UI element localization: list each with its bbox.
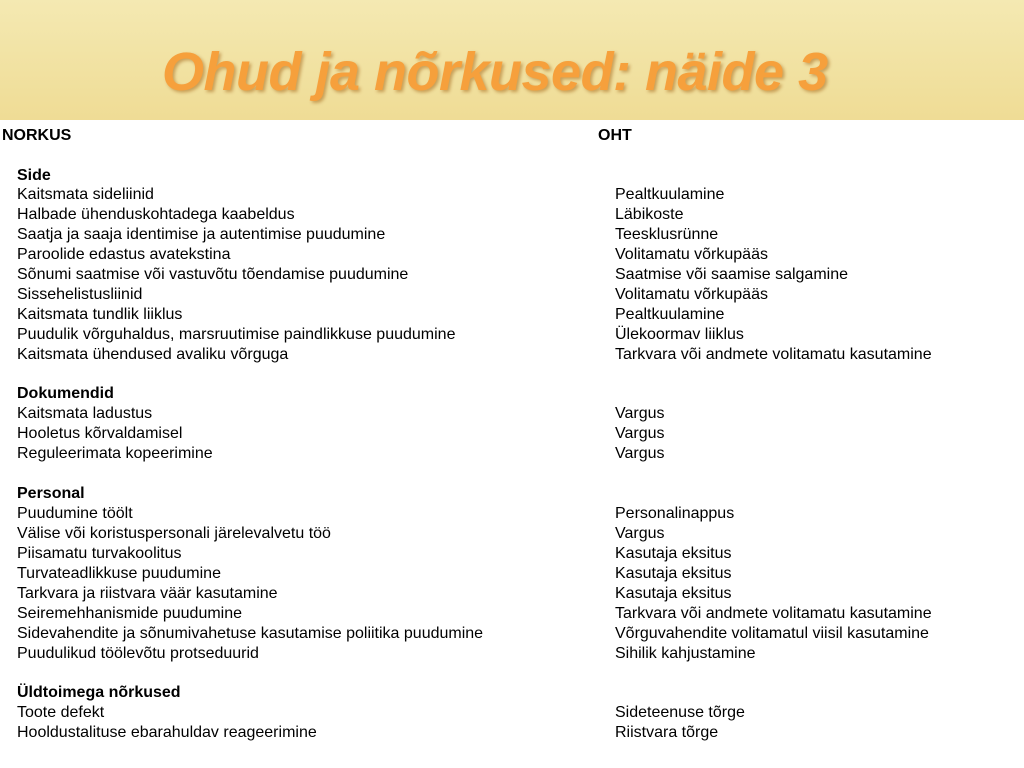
threat-cell: Volitamatu võrkupääs: [615, 246, 768, 263]
threat-cell: Võrguvahendite volitamatul viisil kasutamine: [615, 625, 929, 642]
section-title: Side: [17, 167, 51, 184]
table-row: [0, 564, 1024, 584]
weakness-cell: Paroolide edastus avatekstina: [17, 246, 231, 263]
threat-cell: Tarkvara või andmete volitamatu kasutamine: [615, 605, 932, 622]
threat-cell: Kasutaja eksitus: [615, 545, 732, 562]
section-title: Personal: [17, 485, 85, 502]
table-row: [0, 205, 1024, 225]
table-row: [0, 185, 1024, 205]
table-row: [0, 524, 1024, 544]
weakness-cell: Tarkvara ja riistvara väär kasutamine: [17, 585, 278, 602]
section-title: Üldtoimega nõrkused: [17, 684, 181, 701]
table-row: [0, 285, 1024, 305]
threat-cell: Vargus: [615, 425, 665, 442]
table-row: [0, 404, 1024, 424]
weakness-cell: Sidevahendite ja sõnumivahetuse kasutamise poliitika puudumine: [17, 625, 484, 642]
weakness-cell: Piisamatu turvakoolitus: [17, 545, 182, 562]
threat-cell: Läbikoste: [615, 206, 684, 223]
weakness-cell: Hooletus kõrvaldamisel: [17, 425, 183, 442]
weakness-cell: Kaitsmata sideliinid: [17, 186, 154, 203]
table-row: [0, 624, 1024, 644]
weakness-cell: Reguleerimata kopeerimine: [17, 445, 213, 462]
table-row: [0, 723, 1024, 743]
weakness-cell: Puudumine töölt: [17, 505, 133, 522]
table-row: [0, 544, 1024, 564]
weakness-cell: Turvateadlikkuse puudumine: [17, 565, 221, 582]
table-row: [0, 325, 1024, 345]
weakness-cell: Kaitsmata tundlik liiklus: [17, 306, 183, 323]
threat-weakness-table: [0, 120, 1024, 768]
column-header-threat: OHT: [598, 127, 632, 144]
weakness-cell: Kaitsmata ühendused avaliku võrguga: [17, 346, 289, 363]
weakness-cell: Välise või koristuspersonali järelevalvetu töö: [17, 525, 331, 542]
threat-cell: Tarkvara või andmete volitamatu kasutamine: [615, 346, 932, 363]
table-row: [0, 245, 1024, 265]
weakness-cell: Toote defekt: [17, 704, 105, 721]
weakness-cell: Hooldustalituse ebarahuldav reageerimine: [17, 724, 317, 741]
threat-cell: Pealtkuulamine: [615, 306, 725, 323]
threat-cell: Teesklusrünne: [615, 226, 719, 243]
table-row: [0, 644, 1024, 664]
weakness-cell: Puudulik võrguhaldus, marsruutimise paindlikkuse puudumine: [17, 326, 456, 343]
weakness-cell: Sissehelistusliinid: [17, 286, 143, 303]
table-row: [0, 584, 1024, 604]
weakness-cell: Sõnumi saatmise või vastuvõtu tõendamise puudumine: [17, 266, 409, 283]
column-header-weakness: NORKUS: [2, 127, 72, 144]
table-row: [0, 703, 1024, 723]
table-row: [0, 444, 1024, 464]
weakness-cell: Seiremehhanismide puudumine: [17, 605, 243, 622]
threat-cell: Pealtkuulamine: [615, 186, 725, 203]
threat-cell: Kasutaja eksitus: [615, 565, 732, 582]
slide-header: [0, 0, 1024, 120]
threat-cell: Riistvara tõrge: [615, 724, 719, 741]
weakness-cell: Halbade ühenduskohtadega kaabeldus: [17, 206, 295, 223]
table-row: [0, 504, 1024, 524]
threat-cell: Kasutaja eksitus: [615, 585, 732, 602]
table-row: [0, 424, 1024, 444]
threat-cell: Vargus: [615, 525, 665, 542]
weakness-cell: Puudulikud töölevõtu protseduurid: [17, 645, 259, 662]
weakness-cell: Kaitsmata ladustus: [17, 405, 153, 422]
table-row: [0, 305, 1024, 325]
threat-cell: Saatmise või saamise salgamine: [615, 266, 848, 283]
threat-cell: Vargus: [615, 445, 665, 462]
threat-cell: Volitamatu võrkupääs: [615, 286, 768, 303]
weakness-cell: Saatja ja saaja identimise ja autentimise puudumine: [17, 226, 386, 243]
threat-cell: Sihilik kahjustamine: [615, 645, 756, 662]
threat-cell: Ülekoormav liiklus: [615, 326, 744, 343]
table-row: [0, 265, 1024, 285]
section-title: Dokumendid: [17, 385, 114, 402]
threat-cell: Sideteenuse tõrge: [615, 704, 745, 721]
table-row: [0, 225, 1024, 245]
table-row: [0, 345, 1024, 365]
table-row: [0, 604, 1024, 624]
slide-title: Ohud ja nõrkused: näide 3: [162, 42, 828, 102]
threat-cell: Vargus: [615, 405, 665, 422]
threat-cell: Personalinappus: [615, 505, 735, 522]
